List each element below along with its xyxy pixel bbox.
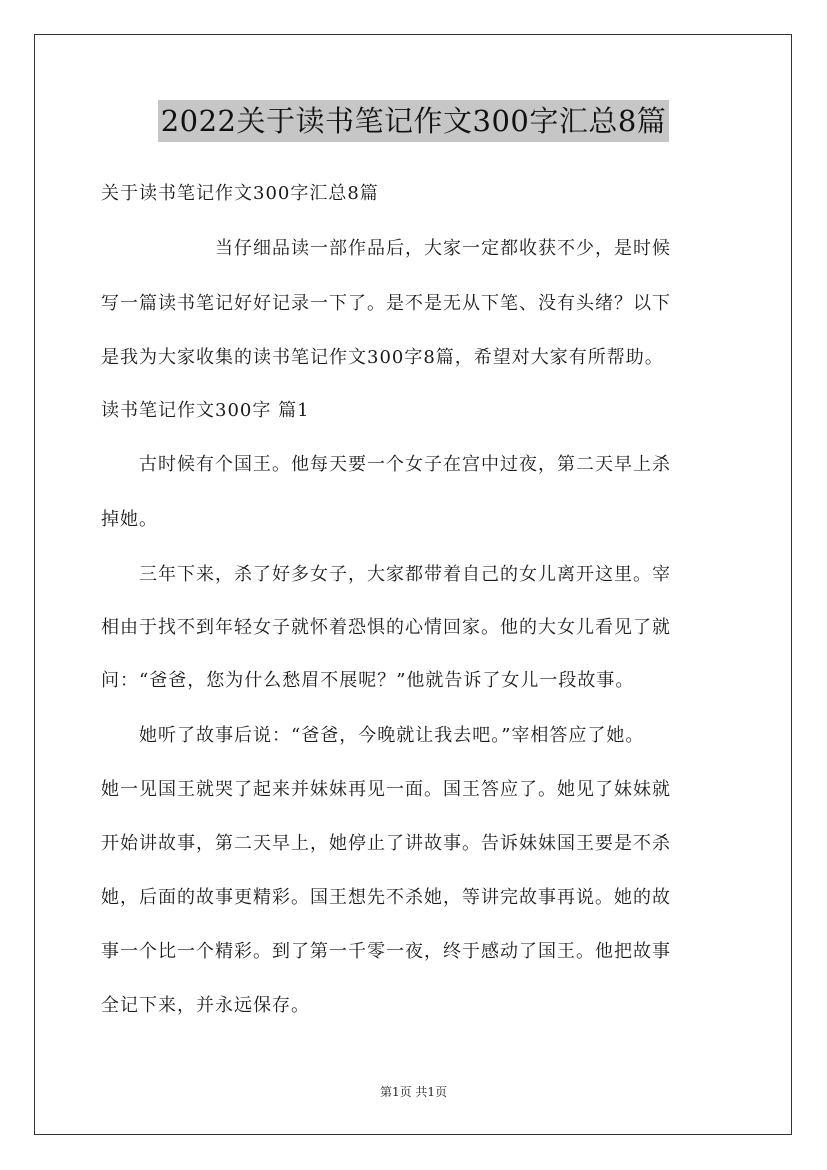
paragraph-line: 三年下来，杀了好多女子，大家都带着自己的女儿离开这里。宰 bbox=[101, 564, 671, 585]
paragraph-line: 事一个比一个精彩。到了第一千零一夜，终于感动了国王。他把故事 bbox=[101, 941, 671, 962]
paragraph-line: 她听了故事后说：“爸爸，今晚就让我去吧。”宰相答应了她。 bbox=[101, 725, 645, 746]
paragraph-line: 写一篇读书笔记好好记录一下了。是不是无从下笔、没有头绪？以下 bbox=[101, 293, 671, 314]
paragraph-line: 全记下来，并永远保存。 bbox=[101, 995, 310, 1016]
paragraph-line: 她，后面的故事更精彩。国王想先不杀她，等讲完故事再说。她的故 bbox=[101, 887, 671, 908]
paragraph-line: 是我为大家收集的读书笔记作文300字8篇，希望对大家有所帮助。 bbox=[101, 347, 664, 368]
paragraph-line: 古时候有个国王。他每天要一个女子在宫中过夜，第二天早上杀 bbox=[101, 454, 671, 475]
paragraph-line: 开始讲故事，第二天早上，她停止了讲故事。告诉妹妹国王要是不杀 bbox=[101, 833, 671, 854]
paragraph-line: 当仔细品读一部作品后，大家一定都收获不少，是时候 bbox=[101, 238, 671, 259]
paragraph-line: 问：“爸爸，您为什么愁眉不展呢？”他就告诉了女儿一段故事。 bbox=[101, 670, 635, 691]
subtitle-line: 关于读书笔记作文300字汇总8篇 bbox=[101, 183, 379, 204]
document-title: 2022关于读书笔记作文300字汇总8篇 bbox=[158, 100, 670, 142]
paragraph-line: 她一见国王就哭了起来并妹妹再见一面。国王答应了。她见了妹妹就 bbox=[101, 779, 671, 800]
page-number-footer: 第1页 共1页 bbox=[379, 1085, 448, 1099]
section-heading: 读书笔记作文300字 篇1 bbox=[101, 400, 310, 421]
paragraph-line: 掉她。 bbox=[101, 509, 158, 530]
title-container bbox=[0, 100, 827, 142]
paragraph-line: 相由于找不到年轻女子就怀着恐惧的心情回家。他的大女儿看见了就 bbox=[101, 617, 671, 638]
